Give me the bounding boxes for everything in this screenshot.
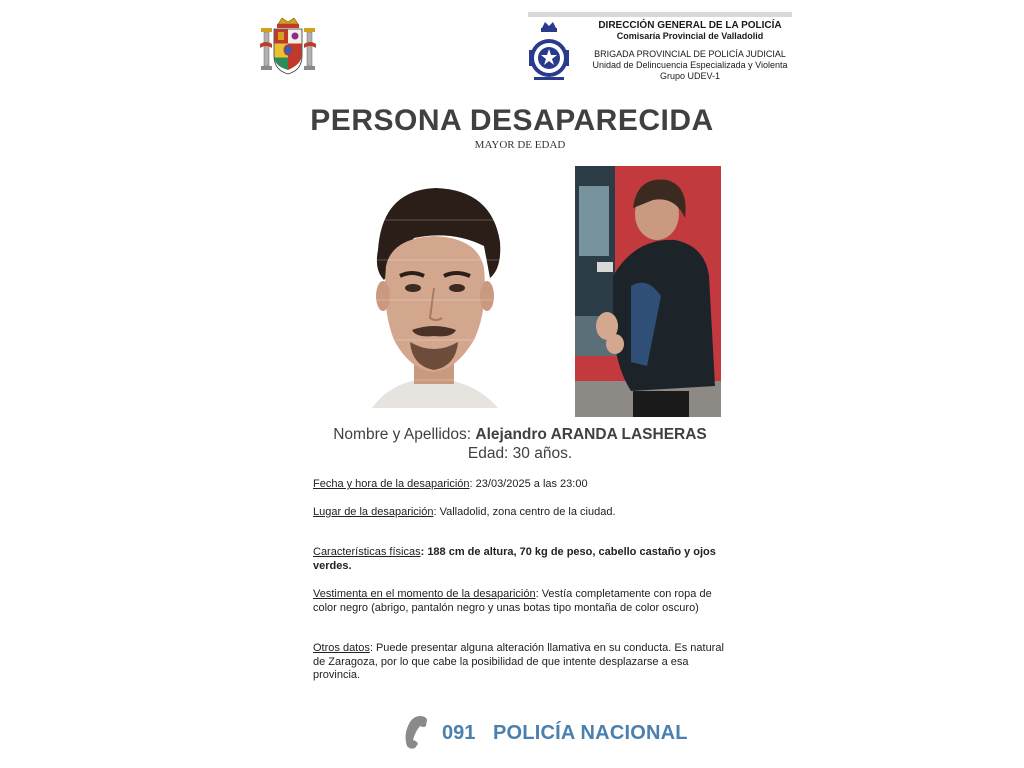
date-value: : 23/03/2025 a las 23:00 [469, 478, 588, 490]
policia-nacional-badge-icon [528, 20, 570, 86]
field-disappearance-place [313, 506, 733, 520]
place-value: : Valladolid, zona centro de la ciudad. [433, 506, 616, 518]
field-disappearance-date [313, 478, 733, 492]
field-clothing [313, 588, 733, 615]
name-value: Alejandro ARANDA LASHERAS [475, 426, 707, 443]
phone-handset-icon [402, 714, 430, 750]
other-value: : Puede presentar alguna alteración llamativa en su conducta. Es natural de Zaragoza, por lo que cabe la posibilidad de que intente desplazarse a esa provincia. [313, 642, 724, 681]
header-organization [584, 20, 796, 82]
other-label: Otros datos [313, 642, 370, 654]
unit-name: BRIGADA PROVINCIAL DE POLICÍA JUDICIAL [594, 49, 786, 59]
portrait-photo [352, 180, 514, 408]
field-other-data [313, 642, 733, 683]
field-physical-characteristics [313, 546, 733, 573]
org-name: DIRECCIÓN GENERAL DE LA POLICÍA [598, 20, 782, 31]
name-label: Nombre y Apellidos: [333, 426, 472, 443]
emergency-number: 091 [442, 722, 476, 744]
unit-group: Grupo UDEV-1 [659, 71, 721, 81]
person-age: Edad: 30 años. [467, 445, 573, 462]
page-title: PERSONA DESAPARECIDA [310, 104, 714, 137]
physical-value: : 188 cm de altura, 70 kg de peso, cabello castaño y ojos verdes. [313, 546, 716, 572]
header-bar [528, 12, 792, 17]
clothing-label: Vestimenta en el momento de la desaparición [313, 588, 536, 600]
physical-label: Características físicas [313, 546, 421, 558]
person-name [0, 426, 1024, 444]
date-label: Fecha y hora de la desaparición [313, 478, 470, 490]
footer-brand: POLICÍA NACIONAL [493, 722, 688, 744]
page-subtitle: MAYOR DE EDAD [474, 139, 566, 151]
unit-department: Unidad de Delincuencia Especializada y Violenta [592, 60, 788, 70]
clothing-value: : Vestía completamente con ropa de color negro (abrigo, pantalón negro y unas botas tipo montaña de color oscuro) [313, 588, 712, 614]
spain-coat-of-arms-icon [258, 14, 318, 76]
place-label: Lugar de la desaparición [313, 506, 434, 518]
org-subunit: Comisaría Provincial de Valladolid [616, 31, 764, 41]
cctv-photo [575, 166, 721, 417]
